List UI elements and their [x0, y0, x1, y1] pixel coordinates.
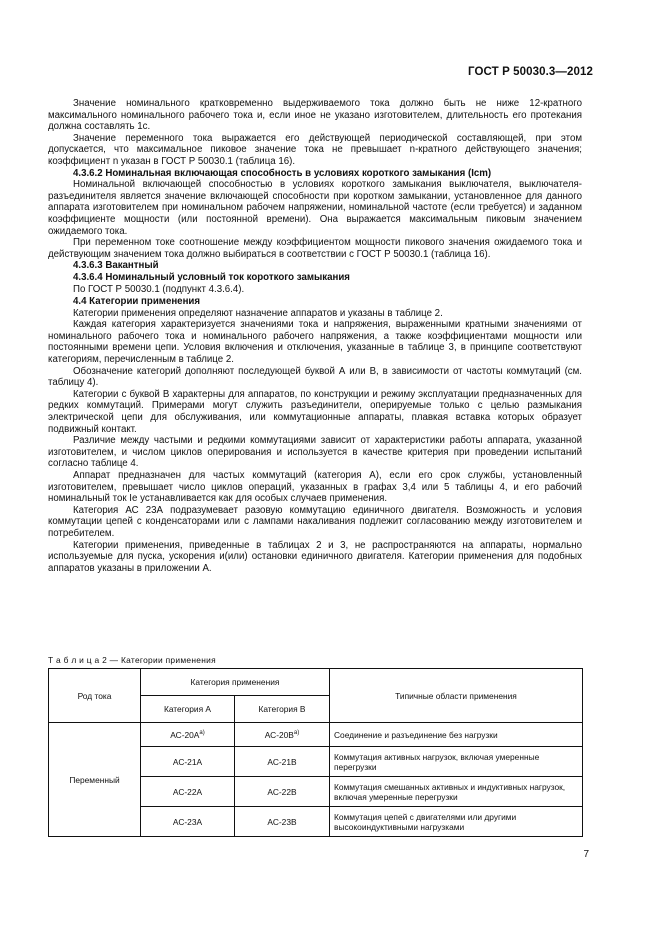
paragraph: Значение номинального кратковременно выдерживаемого тока должно быть не ниже 12-кратного максимального номинального рабочего тока и, если иное не указано изготовителем, длительность его протекания должна составлять 1с. [48, 98, 582, 133]
header-category-a: Категория А [141, 696, 235, 723]
category-b-cell: АС-21В [235, 747, 330, 777]
header-current-type: Род тока [49, 669, 141, 723]
paragraph: Категории применения, приведенные в таблицах 2 и 3, не распространяются на аппараты, нормально используемые для пуска, ускорения и(или) остановки единичного двигателя. Категории применения для подобных аппаратов указаны в приложении А. [48, 539, 582, 574]
header-category-b: Категория В [235, 696, 330, 723]
paragraph: Аппарат предназначен для частых коммутаций (категория А), если его срок службы, установленный изготовителем, превышает число циклов операций, указанных в графах 3,4 или 5 таблицы 4, и его рабочий номинальный ток Ie устанавливается как для особых случаев применения. [48, 470, 582, 505]
category-b-cell: АС-22В [235, 777, 330, 807]
body-text [48, 98, 582, 574]
application-area-cell: Коммутация смешанных активных и индуктивных нагрузок, включая умеренные перегрузки [330, 777, 583, 807]
table-caption: Т а б л и ц а 2 — Категории применения [48, 655, 216, 665]
paragraph: Номинальной включающей способностью в условиях короткого замыкания выключателя, выключателя-разъединителя является значение включающей способности при коротком замыкании, установленное для данного аппарата изготовителем при номинальном рабочем напряжении, номинальной частоте (если требуется) и заданном коэффициенте мощности (или постоянной времени). Она выражается максимальным пиковым значением ожидаемого тока. [48, 179, 582, 237]
application-area-cell: Соединение и разъединение без нагрузки [330, 723, 583, 747]
table-row [49, 723, 583, 747]
section-heading: 4.4 Категории применения [73, 296, 201, 308]
application-area-cell: Коммутация цепей с двигателями или другими высокоиндуктивными нагрузками [330, 807, 583, 837]
paragraph: Значение переменного тока выражается его действующей периодической составляющей, при этом допускается, что максимальное пиковое значение тока не превышает n-кратного действующего значения; коэффициент n указан в ГОСТ Р 50030.1 (таблица 16). [48, 132, 582, 167]
header-category: Категория применения [141, 669, 330, 696]
header-application-areas: Типичные области применения [330, 669, 583, 723]
category-b-cell: АС-23В [235, 807, 330, 837]
paragraph: Каждая категория характеризуется значениями тока и напряжения, выраженными кратными значениями от номинального рабочего тока и номинального рабочего напряжения, а также коэффициентами мощности или постоянными времени цепи. Условия включения и отключения, указанные в таблице 3, в принципе соответствуют категориям, перечисленным в таблице 2. [48, 319, 582, 366]
clause-heading: 4.3.6.4 Номинальный условный ток короткого замыкания [73, 271, 350, 283]
category-a-cell: АС-23А [141, 807, 235, 837]
category-b-cell: $АС-20В^{а)}$ [235, 723, 330, 747]
paragraph: Различие между частыми и редкими коммутациями зависит от характеристики работы аппарата, указанной изготовителем, и числом циклов оперирования и используется в качестве критерия при проведении испытаний согласно таблице 4. [48, 435, 582, 470]
category-a-cell: АС-22А [141, 777, 235, 807]
document-header: ГОСТ Р 50030.3—2012 [468, 66, 593, 78]
paragraph: При переменном токе соотношение между коэффициентом мощности пикового значения ожидаемого тока и действующим значением тока должно выбираться в соответствии с ГОСТ Р 50030.1 (таблица 16). [48, 237, 582, 260]
application-area-cell: Коммутация активных нагрузок, включая умеренные перегрузки [330, 747, 583, 777]
paragraph: Обозначение категорий дополняют последующей буквой А или В, в зависимости от частоты коммутаций (см. таблицу 4). [48, 365, 582, 389]
clause-heading: 4.3.6.2 Номинальная включающая способность в условиях короткого замыкания (Icm) [73, 167, 492, 179]
paragraph: По ГОСТ Р 50030.1 (подпункт 4.3.6.4). [73, 283, 245, 295]
paragraph: Категории с буквой В характерны для аппаратов, по конструкции и режиму эксплуатации предназначенных для редких коммутаций. Примерами могут служить разъединители, оперируемые только с целью размыкания электрической цепи для обслуживания, или коммутационные аппараты, плавкая вставка которых образует подвижный контакт. [48, 388, 582, 435]
page-number: 7 [583, 849, 589, 860]
current-type-cell: Переменный [49, 723, 141, 837]
categories-table [48, 668, 583, 837]
category-a-cell: $АС-20А^{а)}$ [141, 723, 235, 747]
paragraph: Категория АС 23А подразумевает разовую коммутацию единичного двигателя. Возможность и условия коммутации цепей с конденсаторами или с лампами накаливания подлежит согласованию между изготовителем и потребителем. [48, 504, 582, 539]
clause-heading: 4.3.6.3 Вакантный [73, 260, 159, 272]
category-a-cell: АС-21А [141, 747, 235, 777]
paragraph: Категории применения определяют назначение аппаратов и указаны в таблице 2. [73, 307, 443, 319]
